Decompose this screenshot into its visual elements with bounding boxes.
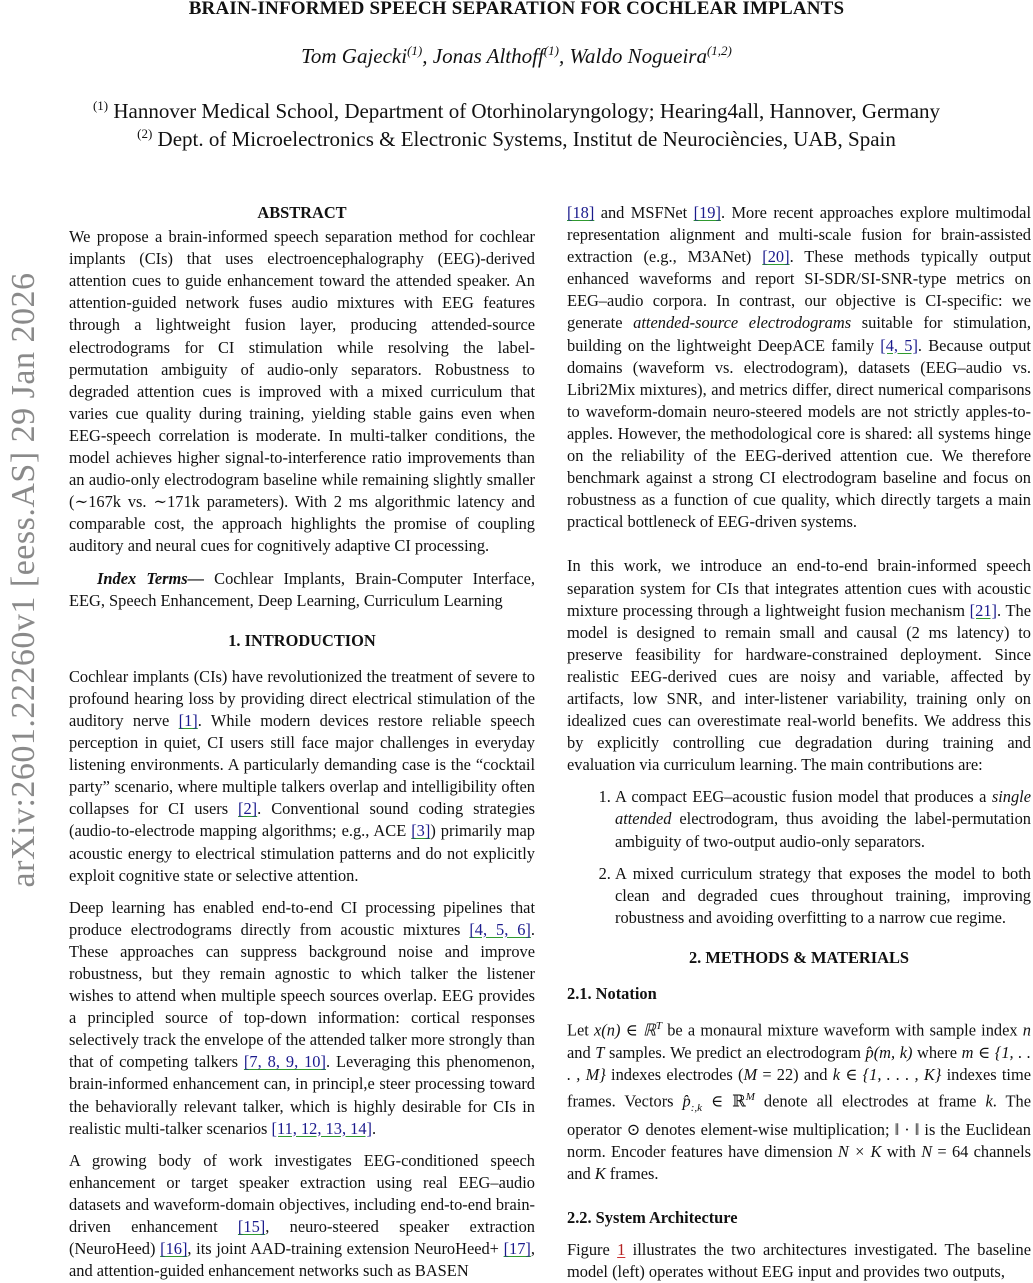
- author-name: Jonas Althoff: [432, 44, 544, 68]
- notation-paragraph: Let x(n) ∈ ℝ$^T$ be a monaural mixture waveform with sample index n and T samples. We predict an electrodogram p̂(m, k) where m ∈ {1, . . . , M} indexes electrodes (M = 22) and k ∈ {1, . . . , K} indexes time frames. Vectors $p̂_{:,k}$ ∈ ℝ$^M$ denote all electrodes at frame k. The operator ⊙ denotes element-wise multiplication; ‖ · ‖ is the Euclidean norm. Encoder features have dimension N × K with N = 64 channels and K frames.: [567, 1020, 1031, 1183]
- citation-link[interactable]: [2]: [238, 799, 258, 819]
- intro-paragraph-3: A growing body of work investigates EEG-conditioned speech enhancement or target speaker extraction using real EEG–audio datasets and waveform-domain objectives, including end-to-end brain-driven enhancement [15], neuro-steered speaker extraction (NeuroHeed) [16], its joint AAD-training extension NeuroHeed+ [17], and attention-guided enhancement networks such as BASEN: [69, 1150, 535, 1281]
- list-item: 2. A mixed curriculum strategy that exposes the model to both clean and degraded cues throughout training, improving robustness and avoiding overfitting to a narrow cue regime.: [615, 863, 1031, 929]
- citation-link[interactable]: [4, 5]: [880, 335, 918, 355]
- intro-paragraph-4: [18] and MSFNet [19]. More recent approaches explore multimodal representation alignment and multi-scale fusion for brain-assisted extraction (e.g., M3ANet) [20]. These methods typically output enhanced waveforms and report SI-SDR/SI-SNR-type metrics on EEG–audio corpora. In contrast, our objective is CI-specific: we generate attended-source electrodograms suitable for stimulation, building on the lightweight DeepACE family [4, 5]. Because output domains (waveform vs. electrodogram), datasets (EEG–audio vs. Libri2Mix mixtures), and metrics differ, direct numerical comparisons to waveform-domain neuro-steered models are not strictly apples-to-apples. However, the methodological core is shared: all systems hinge on the reliability of the EEG-derived attention cue. We therefore benchmark against a strong CI electrodogram baseline and focus on robustness as a function of cue quality, which directly targets a main practical bottleneck of EEG-driven systems.: [567, 203, 1032, 532]
- affiliation-text: Hannover Medical School, Department of Otorhinolaryngology; Hearing4all, Hannover, Germany: [113, 99, 941, 123]
- author-name: Tom Gajecki: [301, 44, 408, 68]
- arxiv-identifier: arXiv:2601.22260v1 [eess.AS] 29 Jan 2026: [5, 272, 42, 888]
- abstract-heading: ABSTRACT: [257, 203, 347, 222]
- index-terms: [69, 568, 535, 612]
- author-superscript: (1): [407, 43, 423, 58]
- citation-link[interactable]: [17]: [503, 1239, 531, 1259]
- arxiv-sidebar: [4, 230, 44, 930]
- intro-paragraph-5: In this work, we introduce an end-to-end brain-informed speech separation system for CIs that integrates attention cues with acoustic mixture processing through a lightweight fusion mechanism [21]. The model is designed to remain small and causal (2 ms latency) to preserve feasibility for hardware-constrained deployment. Since realistic EEG-derived cues are noisy and variable, affected by artifacts, low SNR, and inter-listener variability, training only on idealized cues can overestimate real-world benefits. We address this by explicitly controlling cue degradation during training and evaluation via curriculum learning. The main contributions are:: [567, 556, 1031, 775]
- citation-link[interactable]: [3]: [411, 821, 431, 841]
- architecture-paragraph: Figure 1 illustrates the two architectures investigated. The baseline model (left) operates without EEG input and provides two outputs,: [567, 1240, 1031, 1282]
- intro-heading: 1. INTRODUCTION: [228, 630, 376, 650]
- citation-link[interactable]: [1]: [178, 710, 198, 730]
- author-list: Tom Gajecki$^{(1)}$, Jonas Althoff$^{(1)}$, Waldo Nogueira$^{(1,2)}$: [301, 43, 732, 68]
- citation-link[interactable]: [21]: [969, 600, 997, 620]
- figure-link[interactable]: 1: [617, 1240, 626, 1260]
- affiliation-superscript: (1): [92, 98, 109, 113]
- affiliation-superscript: (2): [137, 126, 153, 141]
- citation-link[interactable]: [19]: [693, 203, 721, 222]
- abstract-text: We propose a brain-informed speech separation method for cochlear implants (CIs) that uses electroencephalography (EEG)-derived attention cues to guide enhancement toward the attended speaker. An attention-guided network fuses audio mixtures with EEG features through a lightweight fusion layer, producing attended-source electrodograms for CI stimulation while resolving the label-permutation ambiguity of audio-only separators. Robustness to degraded attention cues is improved with a mixed curriculum that varies cue quality during training, yielding stable gains even when EEG-speech correlation is moderate. In multi-talker conditions, the model achieves higher signal-to-interference ratio improvements than an audio-only electrodogram baseline while remaining slightly smaller (∼167k vs. ∼171k parameters). With 2 ms algorithmic latency and comparable cost, the approach highlights the promise of coupling auditory and neural cues for cognitively adaptive CI processing.: [69, 227, 535, 556]
- citation-link[interactable]: [16]: [160, 1239, 188, 1259]
- author-name: Waldo Nogueira: [569, 44, 707, 68]
- intro-paragraph-2: Deep learning has enabled end-to-end CI processing pipelines that produce electrodograms directly from acoustic mixtures [4, 5, 6]. These approaches can suppress background noise and improve robustness, but they remain agnostic to which talker the listener wishes to attend when multiple speech sources overlap. EEG provides a principled source of top-down information: cortical responses selectively track the envelope of the attended talker more strongly than that of competing talkers [7, 8, 9, 10]. Leveraging this phenomenon, brain-informed enhancement can, in principl,e steer processing toward the behaviorally relevant talker, which is highly desirable for CIs in realistic multi-talker scenarios [11, 12, 13, 14].: [69, 897, 535, 1138]
- index-terms-text: Cochlear Implants, Brain-Computer Interface, EEG, Speech Enhancement, Deep Learning, Curriculum Learning: [69, 568, 535, 610]
- contribution-list: [567, 786, 1031, 929]
- author-superscript: (1,2): [706, 43, 732, 58]
- affiliation-1: [0, 99, 1033, 124]
- architecture-heading: 2.2. System Architecture: [567, 1207, 738, 1227]
- affiliation-2: [0, 127, 1033, 152]
- citation-link[interactable]: [7, 8, 9, 10]: [243, 1052, 326, 1072]
- citation-link[interactable]: [18]: [567, 203, 595, 222]
- paper-title: BRAIN-INFORMED SPEECH SEPARATION FOR COCHLEAR IMPLANTS: [188, 0, 845, 19]
- notation-heading: 2.1. Notation: [567, 984, 657, 1003]
- methods-heading: 2. METHODS & MATERIALS: [688, 947, 910, 967]
- citation-link[interactable]: [15]: [237, 1217, 266, 1237]
- right-column: [567, 202, 1031, 1283]
- citation-link[interactable]: [11, 12, 13, 14]: [271, 1118, 372, 1138]
- author-superscript: (1): [543, 43, 559, 58]
- citation-link[interactable]: [20]: [762, 247, 790, 267]
- index-terms-label: Index Terms—: [97, 568, 204, 588]
- left-column: [69, 202, 535, 1282]
- citation-link[interactable]: [4, 5, 6]: [469, 919, 531, 939]
- affiliation-text: Dept. of Microelectronics & Electronic Systems, Institut de Neurociències, UAB, Spain: [157, 127, 896, 151]
- list-item: 1. A compact EEG–acoustic fusion model that produces a single attended electrodogram, thus avoiding the label-permutation ambiguity of two-output audio-only separators.: [615, 786, 1031, 852]
- intro-paragraph-1: Cochlear implants (CIs) have revolutionized the treatment of severe to profound hearing loss by providing direct electrical stimulation of the auditory nerve [1]. While modern devices restore reliable speech perception in quiet, CI users still face major challenges in everyday listening environments. A particularly demanding case is the “cocktail party” scenario, where multiple talkers overlap and intelligibility often collapses for CI users [2]. Conventional sound coding strategies (audio-to-electrode mapping algorithms; e.g., ACE [3]) primarily map acoustic energy to electrical stimulation patterns and do not explicitly exploit cognitive state or selective attention.: [69, 666, 535, 885]
